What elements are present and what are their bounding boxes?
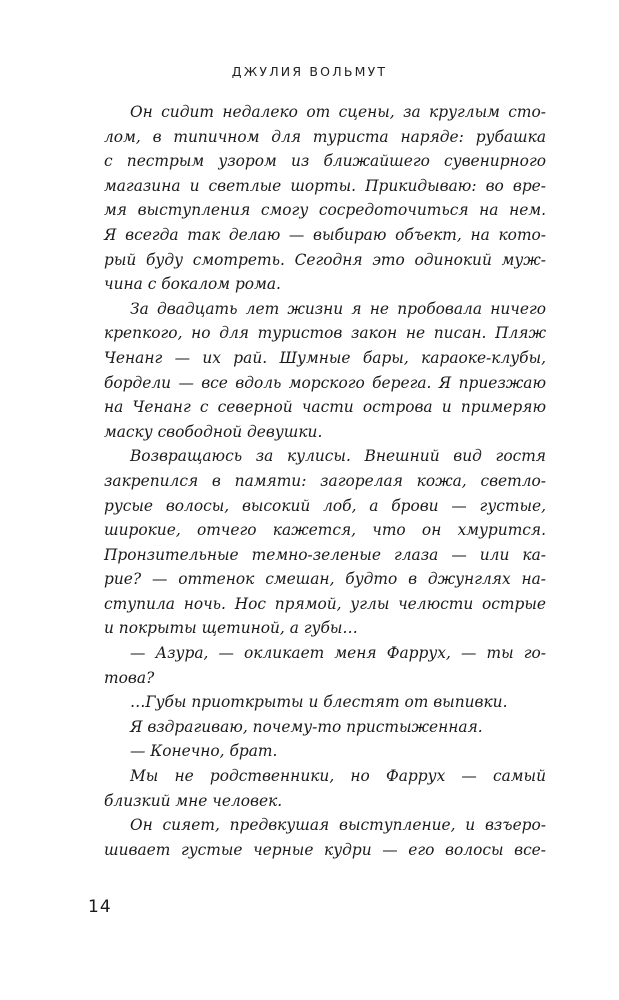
text-line: Возвращаюсь за кулисы. Внешний вид гостя bbox=[130, 447, 546, 466]
text-line: бордели — все вдоль морского берега. Я приезжаю bbox=[104, 373, 546, 392]
text-line: рый буду смотреть. Сегодня это одинокий муж- bbox=[104, 250, 546, 269]
text-line: …Губы приоткрыты и блестят от выпивки. bbox=[130, 693, 508, 712]
text-line: маску свободной девушки. bbox=[104, 422, 323, 441]
text-line: чина с бокалом рома. bbox=[104, 275, 281, 294]
body-text bbox=[104, 100, 546, 862]
text-line: Пронзительные темно-зеленые глаза — или ка- bbox=[104, 545, 546, 564]
text-line: мя выступления смогу сосредоточиться на нем. bbox=[104, 201, 546, 220]
text-line: и покрыты щетиной, а губы… bbox=[104, 619, 358, 638]
text-line: русые волосы, высокий лоб, а брови — густые, bbox=[104, 496, 546, 515]
text-line: крепкого, но для туристов закон не писан. Пляж bbox=[104, 324, 546, 343]
text-line: закрепился в памяти: загорелая кожа, светло- bbox=[104, 471, 546, 490]
text-line: ступила ночь. Нос прямой, углы челюсти острые bbox=[104, 594, 546, 613]
text-line: шивает густые черные кудри — его волосы все- bbox=[104, 840, 546, 859]
text-line: близкий мне человек. bbox=[104, 791, 283, 810]
text-line: Мы не родственники, но Фаррух — самый bbox=[130, 767, 546, 786]
text-line: магазина и светлые шорты. Прикидываю: во вре- bbox=[104, 176, 546, 195]
text-line: на Ченанг с северной части острова и примеряю bbox=[104, 398, 546, 417]
page-number: 14 bbox=[88, 897, 112, 917]
text-line: Ченанг — их рай. Шумные бары, караоке-клубы, bbox=[104, 348, 546, 367]
text-line: с пестрым узором из ближайшего сувенирного bbox=[104, 152, 546, 171]
text-line: За двадцать лет жизни я не пробовала ничего bbox=[130, 299, 546, 318]
running-head-author: ДЖУЛИЯ ВОЛЬМУТ bbox=[231, 64, 388, 79]
text-line: Я вздрагиваю, почему-то пристыженная. bbox=[130, 717, 483, 736]
text-line: широкие, отчего кажется, что он хмурится. bbox=[104, 521, 546, 540]
text-line: Он сияет, предвкушая выступление, и взъеро- bbox=[130, 816, 546, 835]
text-line: това? bbox=[104, 668, 155, 687]
text-line: рие? — оттенок смешан, будто в джунглях на- bbox=[104, 570, 546, 589]
text-line: — Конечно, брат. bbox=[130, 742, 278, 761]
text-line: — Азура, — окликает меня Фаррух, — ты го- bbox=[130, 644, 546, 663]
text-line: Я всегда так делаю — выбираю объект, на кото- bbox=[104, 225, 546, 244]
text-line: Он сидит недалеко от сцены, за круглым сто- bbox=[130, 103, 546, 121]
text-line: лом, в типичном для туриста наряде: рубашка bbox=[104, 127, 546, 146]
